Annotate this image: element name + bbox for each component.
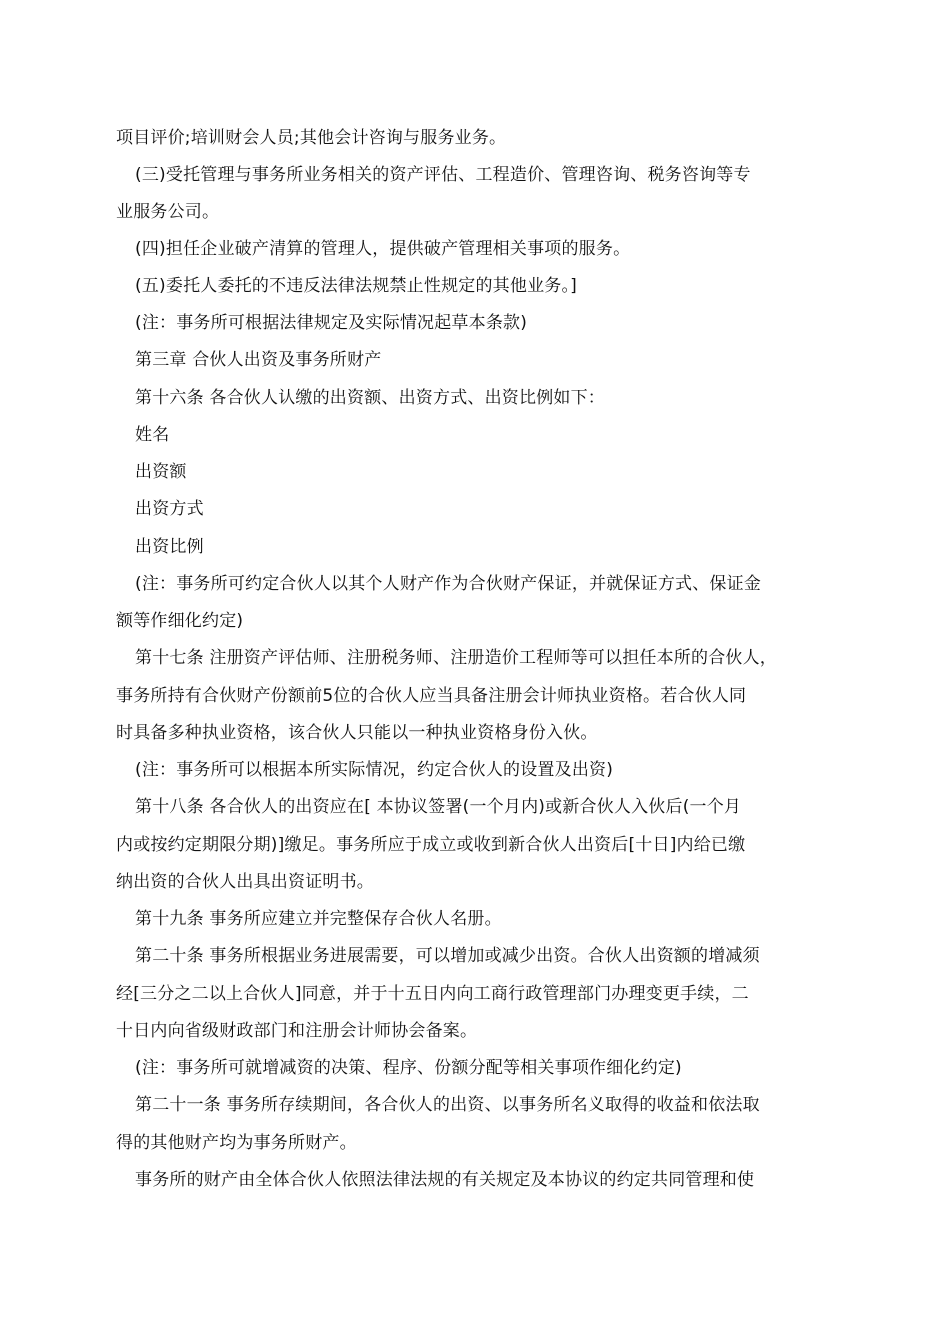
text-line: 第十九条 事务所应建立并完整保存合伙人名册。	[135, 909, 502, 929]
note-line: (注：事务所可约定合伙人以其个人财产作为合伙财产保证，并就保证方式、保证金	[135, 574, 762, 594]
text-line: 时具备多种执业资格，该合伙人只能以一种执业资格身份入伙。	[116, 723, 598, 743]
text-line: 十日内向省级财政部门和注册会计师协会备案。	[116, 1021, 478, 1041]
note-line: (注：事务所可以根据本所实际情况，约定合伙人的设置及出资)	[135, 760, 614, 780]
text-line: 得的其他财产均为事务所财产。	[116, 1133, 357, 1153]
text-line: 第十七条 注册资产评估师、注册税务师、注册造价工程师等可以担任本所的合伙人，	[135, 648, 778, 668]
text-line: 纳出资的合伙人出具出资证明书。	[116, 872, 374, 892]
text-line: 第二十条 事务所根据业务进展需要，可以增加或减少出资。合伙人出资额的增减须	[135, 946, 760, 966]
note-line: (注：事务所可根据法律规定及实际情况起草本条款)	[135, 313, 528, 333]
text-line: 经[三分之二以上合伙人]同意，并于十五日内向工商行政管理部门办理变更手续，二	[116, 984, 749, 1004]
text-line: 第十八条 各合伙人的出资应在[ 本协议签署(一个月内)或新合伙人入伙后(一个月	[135, 797, 742, 817]
note-line: 额等作细化约定)	[116, 611, 244, 631]
text-line: 事务所的财产由全体合伙人依照法律法规的有关规定及本协议的约定共同管理和使	[135, 1170, 755, 1190]
field-contribution-method: 出资方式	[135, 499, 204, 519]
text-line: 第十六条 各合伙人认缴的出资额、出资方式、出资比例如下：	[135, 388, 606, 408]
text-line: 事务所持有合伙财产份额前5位的合伙人应当具备注册会计师执业资格。若合伙人同	[116, 686, 747, 706]
text-line: (四)担任企业破产清算的管理人，提供破产管理相关事项的服务。	[135, 239, 631, 259]
text-line: (五)委托人委托的不违反法律法规禁止性规定的其他业务。]	[135, 276, 577, 296]
text-line: 第二十一条 事务所存续期间，各合伙人的出资、以事务所名义取得的收益和依法取	[135, 1095, 760, 1115]
field-contribution-amount: 出资额	[135, 462, 187, 482]
chapter-heading: 第三章 合伙人出资及事务所财产	[135, 350, 382, 370]
text-line: 内或按约定期限分期)]缴足。事务所应于成立或收到新合伙人出资后[十日]内给已缴	[116, 835, 746, 855]
text-line: (三)受托管理与事务所业务相关的资产评估、工程造价、管理咨询、税务咨询等专	[135, 165, 751, 185]
note-line: (注：事务所可就增减资的决策、程序、份额分配等相关事项作细化约定)	[135, 1058, 682, 1078]
field-name: 姓名	[135, 425, 170, 445]
text-line: 业服务公司。	[116, 202, 220, 222]
text-line: 项目评价;培训财会人员;其他会计咨询与服务业务。	[116, 128, 507, 148]
field-contribution-ratio: 出资比例	[135, 537, 204, 557]
